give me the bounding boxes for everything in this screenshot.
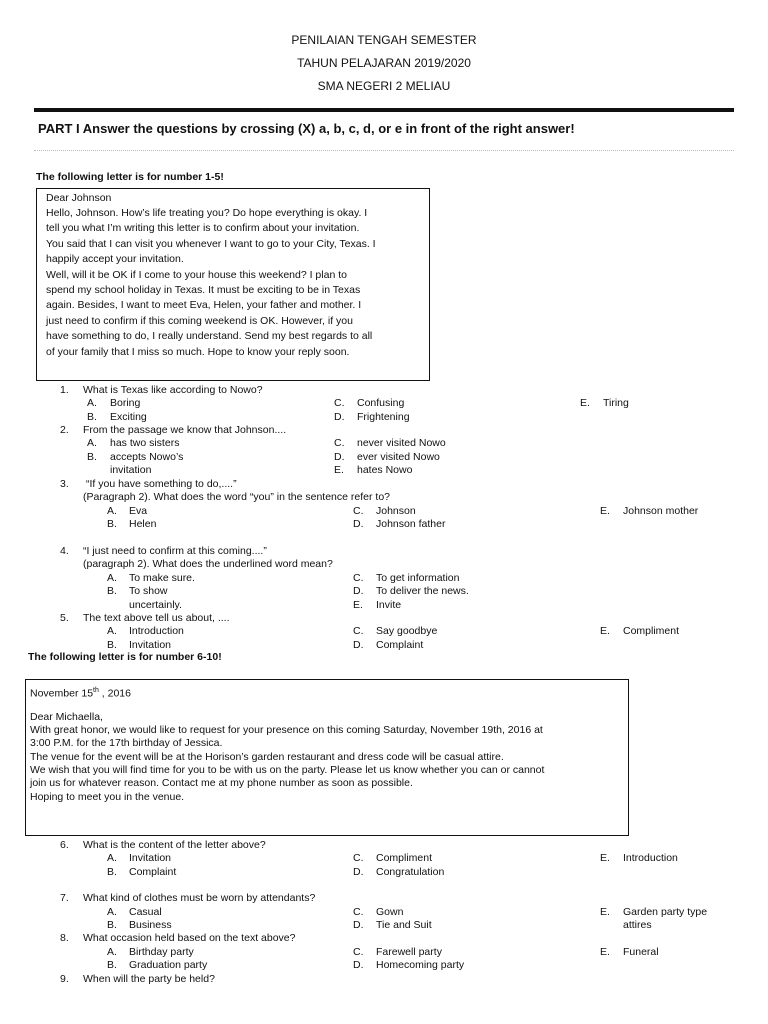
option-letter[interactable]: A. [87,397,97,409]
option-letter[interactable]: E. [600,505,610,517]
option-b[interactable]: Complaint [129,866,177,878]
option-b[interactable]: Invitation [129,639,172,651]
question-text: (Paragraph 2). What does the word “you” in the sentence refer to? [83,491,390,503]
option-letter[interactable]: C. [334,437,345,449]
option-letter[interactable]: D. [334,411,345,423]
question-quote: “I just need to confirm at this coming....” [83,545,267,557]
option-d[interactable]: Congratulation [376,866,445,878]
option-a[interactable]: Casual [129,906,162,918]
option-letter[interactable]: A. [107,572,117,584]
option-e[interactable]: hates Nowo [357,464,413,476]
option-e[interactable]: Tiring [603,397,629,409]
question-text: The text above tell us about, .... [83,612,230,624]
letter1-line: have something to do, I really understand. Send my best regards to all [46,330,373,342]
option-letter[interactable]: C. [334,397,345,409]
option-d[interactable]: Frightening [357,411,410,423]
question-text: What kind of clothes must be worn by attendants? [83,892,316,904]
option-d[interactable]: Complaint [376,639,424,651]
option-a[interactable]: Eva [129,505,148,517]
option-b-continued[interactable]: uncertainly. [129,599,182,611]
letter2-line: Hoping to meet you in the venue. [30,791,185,803]
part-instruction: PART I Answer the questions by crossing (X) a, b, c, d, or e in front of the right answer! [38,121,575,136]
letter2-line: We wish that you will find time for you to be with us on the party. Please let us know whether you can or cannot [30,764,545,776]
letter2-line: Dear Michaella, [30,711,103,723]
option-a[interactable]: Boring [110,397,141,409]
option-letter[interactable]: D. [353,959,364,971]
question-text: From the passage we know that Johnson.... [83,424,287,436]
option-letter[interactable]: B. [87,451,97,463]
question-text: What is the content of the letter above? [83,839,266,851]
option-letter[interactable]: D. [334,451,345,463]
letter2-line: With great honor, we would like to request for your presence on this coming Saturday, November 19th, 2016 at [30,724,543,736]
letter1-line: Well, will it be OK if I come to your house this weekend? I plan to [46,269,347,281]
option-e[interactable]: Compliment [623,625,680,637]
option-b[interactable]: Helen [129,518,157,530]
option-letter[interactable]: C. [353,852,364,864]
option-b[interactable]: accepts Nowo’s [110,451,184,463]
letter1-line: just need to confirm if this coming weekend is OK. However, if you [46,315,353,327]
option-d[interactable]: Homecoming party [376,959,465,971]
question-text: What occasion held based on the text above? [83,932,296,944]
question-number: 5. [60,612,69,624]
option-c[interactable]: Johnson [376,505,416,517]
option-e[interactable]: Introduction [623,852,678,864]
option-d[interactable]: Tie and Suit [376,919,432,931]
school-name: SMA NEGERI 2 MELIAU [317,79,451,93]
option-letter[interactable]: A. [107,505,117,517]
option-letter[interactable]: B. [107,959,117,971]
option-letter[interactable]: A. [87,437,97,449]
option-letter[interactable]: C. [353,572,364,584]
option-a[interactable]: Introduction [129,625,184,637]
option-letter[interactable]: E. [600,625,610,637]
option-letter[interactable]: E. [580,397,590,409]
option-c[interactable]: Say goodbye [376,625,438,637]
option-letter[interactable]: B. [107,585,117,597]
letter2-line: The venue for the event will be at the Horison’s garden restaurant and dress code will be casual attire. [30,751,504,763]
header-divider [34,108,734,112]
option-letter[interactable]: E. [353,599,363,611]
option-a[interactable]: has two sisters [110,437,180,449]
question-number: 3. [60,478,69,490]
date-text: November 15 [30,687,94,700]
question-text: What is Texas like according to Nowo? [83,384,263,396]
option-c[interactable]: never visited Nowo [357,437,446,449]
question-text: When will the party be held? [83,973,215,985]
option-letter[interactable]: B. [107,919,117,931]
option-letter[interactable]: D. [353,518,364,530]
option-b[interactable]: Business [129,919,172,931]
letter2-line: 3:00 P.M. for the 17th birthday of Jessica. [30,737,223,749]
question-number: 6. [60,839,69,851]
letter2-line: join us for whatever reason. Contact me at my phone number as soon as possible. [30,777,413,789]
option-c[interactable]: Compliment [376,852,433,864]
option-letter[interactable]: C. [353,906,364,918]
letter1-intro: The following letter is for number 1-5! [36,171,224,183]
option-b-continued[interactable]: invitation [110,464,152,476]
option-letter[interactable]: B. [107,866,117,878]
date-superscript: th [93,687,99,694]
option-letter[interactable]: D. [353,919,364,931]
option-e[interactable]: Garden party type [623,906,708,918]
option-letter[interactable]: E. [600,946,610,958]
option-a[interactable]: To make sure. [129,572,195,584]
question-quote: “If you have something to do,....” [86,478,237,490]
option-letter[interactable]: E. [334,464,344,476]
letter2-date [30,684,131,701]
option-letter[interactable]: B. [87,411,97,423]
date-year: , 2016 [98,687,131,700]
letter2-intro: The following letter is for number 6-10! [28,651,222,663]
option-letter[interactable]: A. [107,946,117,958]
question-number: 7. [60,892,69,904]
option-d[interactable]: ever visited Nowo [357,451,440,463]
letter1-line: spend my school holiday in Texas. It must be exciting to be in Texas [46,284,361,296]
question-number: 9. [60,973,69,985]
school-year: TAHUN PELAJARAN 2019/2020 [297,56,471,70]
option-c[interactable]: Confusing [357,397,405,409]
question-text: (paragraph 2). What does the underlined word mean? [83,558,333,570]
option-d[interactable]: To deliver the news. [376,585,469,597]
question-number: 4. [60,545,69,557]
letter1-line: You said that I can visit you whenever I want to go to your City, Texas. I [46,238,376,250]
exam-title: PENILAIAN TENGAH SEMESTER [291,33,477,47]
option-letter[interactable]: B. [107,639,117,651]
option-e[interactable]: Funeral [623,946,659,958]
letter1-line: Hello, Johnson. How’s life treating you? Do hope everything is okay. I [46,207,368,219]
letter1-line: Dear Johnson [46,192,112,204]
option-b[interactable]: Exciting [110,411,147,423]
option-letter[interactable]: D. [353,639,364,651]
option-d[interactable]: Johnson father [376,518,446,530]
option-c[interactable]: Gown [376,906,404,918]
option-letter[interactable]: C. [353,625,364,637]
option-letter[interactable]: E. [600,906,610,918]
option-letter[interactable]: B. [107,518,117,530]
option-c[interactable]: To get information [376,572,460,584]
letter1-line: again. Besides, I want to meet Eva, Helen, your father and mother. I [46,299,362,311]
option-letter[interactable]: D. [353,866,364,878]
option-letter[interactable]: C. [353,505,364,517]
option-c[interactable]: Farewell party [376,946,442,958]
letter1-line: happily accept your invitation. [46,253,184,265]
option-letter[interactable]: D. [353,585,364,597]
letter1-line: tell you what I’m writing this letter is to confirm about your invitation. [46,222,360,234]
option-letter[interactable]: C. [353,946,364,958]
option-letter[interactable]: A. [107,852,117,864]
question-number: 2. [60,424,69,436]
option-letter[interactable]: E. [600,852,610,864]
option-e-continued[interactable]: attires [623,919,652,931]
option-letter[interactable]: A. [107,625,117,637]
option-b[interactable]: Graduation party [129,959,208,971]
option-a[interactable]: Invitation [129,852,172,864]
question-number: 8. [60,932,69,944]
dotted-divider [34,150,734,151]
letter1-line: of your family that I miss so much. Hope to know your reply soon. [46,346,350,358]
option-a[interactable]: Birthday party [129,946,194,958]
option-e[interactable]: Invite [376,599,402,611]
option-letter[interactable]: A. [107,906,117,918]
option-b[interactable]: To show [129,585,168,597]
question-number: 1. [60,384,69,396]
option-e[interactable]: Johnson mother [623,505,699,517]
